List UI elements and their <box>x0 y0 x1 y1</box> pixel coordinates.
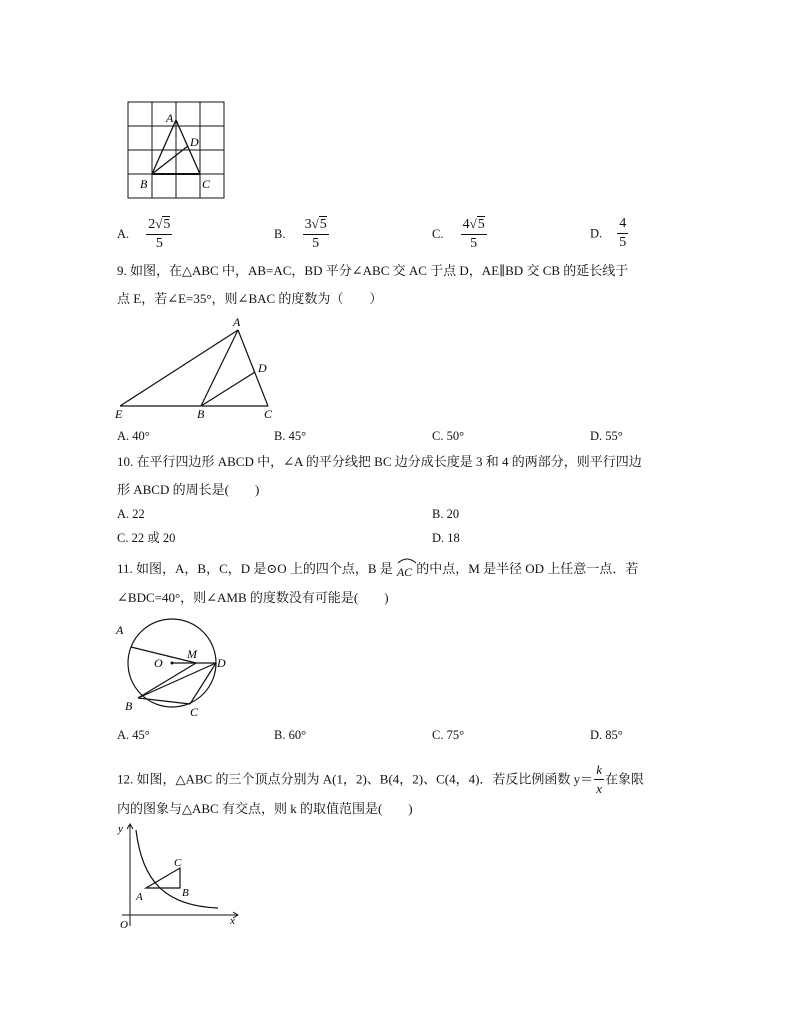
q9-line-1: 9. 如图，在△ABC 中，AB=AC，BD 平分∠ABC 交 AC 于点 D，AE∥BD 交 CB 的延长线于 <box>117 263 629 278</box>
q9-option-c[interactable]: C. 50° <box>432 429 465 443</box>
q11-option-b[interactable]: B. 60° <box>274 728 307 742</box>
q9-option-b[interactable]: B. 45° <box>274 429 307 443</box>
q10-option-a[interactable]: A. 22 <box>117 507 145 521</box>
q8-label-b: B <box>140 177 148 191</box>
q12-label-b: B <box>182 887 189 899</box>
q10-option-d[interactable]: D. 18 <box>432 531 460 545</box>
q10-option-c[interactable]: C. 22 或 20 <box>117 531 176 545</box>
q8-label-d: D <box>190 135 199 149</box>
q11-option-d[interactable]: D. 85° <box>590 728 623 742</box>
q8-label-c: C <box>202 177 211 191</box>
q11-label-d: D <box>217 656 226 670</box>
q10-line-2: 形 ABCD 的周长是( ) <box>117 482 260 497</box>
q11-label-m: M <box>187 647 197 661</box>
q9-label-d: D <box>258 361 267 375</box>
q12-graph-figure <box>114 820 242 930</box>
q11-label-a: A <box>116 623 124 637</box>
q12-line-1: 12. 如图，△ABC 的三个顶点分别为 A(1，2)、B(4，2)、C(4，4)．若反比例函数 y＝ $\frac{k}{x}$ 在象限 <box>117 762 644 796</box>
q8-option-c[interactable]: C. $\frac{4√5}{5}$ <box>432 216 485 251</box>
q11-option-a[interactable]: A. 45° <box>117 728 150 742</box>
q9-triangle-figure <box>112 312 282 424</box>
q9-label-b: B <box>197 407 205 421</box>
q10-option-b[interactable]: B. 20 <box>432 507 460 521</box>
q8-label-a: A <box>166 111 174 125</box>
q9-option-a[interactable]: A. 40° <box>117 429 150 443</box>
q12-label-a: A <box>136 891 143 903</box>
q11-arc-ac: AC <box>397 564 412 580</box>
q8-option-d[interactable]: D. $\frac{4}{5}$ <box>590 216 627 250</box>
q11-option-c[interactable]: C. 75° <box>432 728 465 742</box>
q9-label-e: E <box>115 407 123 421</box>
q11-line-1: 11. 如图，A，B，C，D 是⊙O 上的四个点，B 是 AC 的中点，M 是半径 OD 上任意一点．若 <box>117 561 639 579</box>
q12-label-y: y <box>118 823 123 835</box>
q11-line-2: ∠BDC=40°，则∠AMB 的度数没有可能是( ) <box>117 590 389 605</box>
q11-label-b: B <box>125 699 133 713</box>
q8-option-a[interactable]: A. $\frac{2√5}{5}$ <box>117 216 171 251</box>
q8-grid-figure <box>126 100 228 200</box>
q8-option-b[interactable]: B. $\frac{3√5}{5}$ <box>274 216 327 251</box>
q9-label-a: A <box>233 315 241 329</box>
q12-label-o: O <box>120 919 128 930</box>
q11-circle-figure <box>114 618 236 718</box>
q10-line-1: 10. 在平行四边形 ABCD 中，∠A 的平分线把 BC 边分成长度是 3 和 4 的两部分，则平行四边 <box>117 454 642 469</box>
q12-fraction: $\frac{k}{x}$ <box>596 762 602 796</box>
q9-option-d[interactable]: D. 55° <box>590 429 623 443</box>
q12-label-c: C <box>174 857 182 869</box>
q11-label-o: O <box>154 656 163 670</box>
q11-label-c: C <box>190 705 199 718</box>
q12-label-x: x <box>230 915 235 927</box>
q9-line-2: 点 E，若∠E=35°，则∠BAC 的度数为（ ） <box>117 291 383 306</box>
q12-line-2: 内的图象与△ABC 有交点，则 k 的取值范围是( ) <box>117 801 413 816</box>
q9-label-c: C <box>264 407 273 421</box>
